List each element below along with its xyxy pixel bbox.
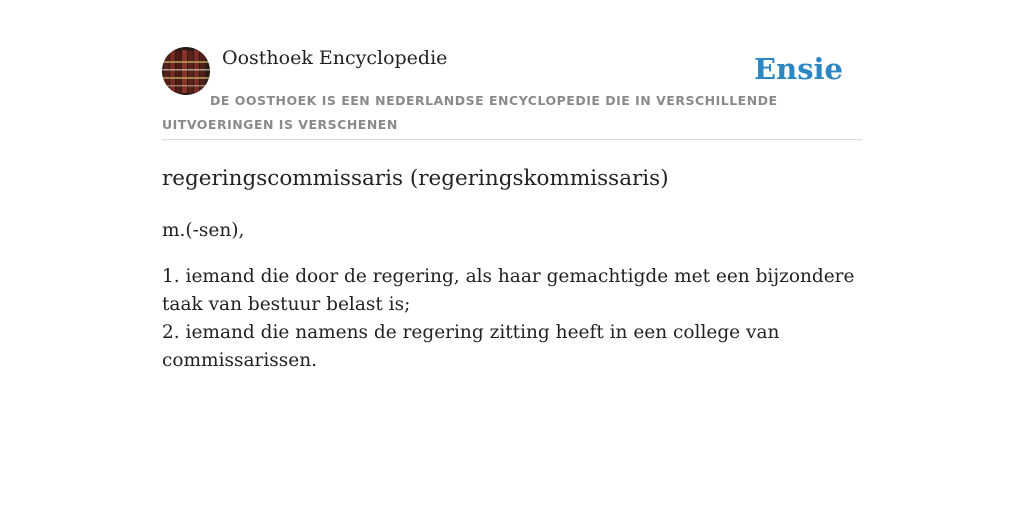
encyclopedia-books-icon[interactable] [162, 47, 210, 95]
brand-logo-link[interactable]: Ensie [754, 52, 843, 86]
site-tagline: DE OOSTHOEK IS EEN NEDERLANDSE ENCYCLOPEDIE DIE IN VERSCHILLENDE UITVOERINGEN IS VERSCHENEN [162, 93, 778, 132]
site-header [162, 0, 862, 140]
site-name[interactable]: Oosthoek Encyclopedie [222, 47, 448, 69]
entry-title: regeringscommissaris (regeringskommissaris) [162, 166, 669, 191]
entry-grammar: m.(-sen), [162, 220, 245, 241]
page-container [162, 0, 862, 371]
definition-item: 2. iemand die namens de regering zitting heeft in een college van commissarissen. [162, 322, 780, 371]
definition-item: 1. iemand die door de regering, als haar gemachtigde met een bijzondere taak van bestuur belast is; [162, 266, 855, 315]
entry-definitions [162, 263, 862, 375]
